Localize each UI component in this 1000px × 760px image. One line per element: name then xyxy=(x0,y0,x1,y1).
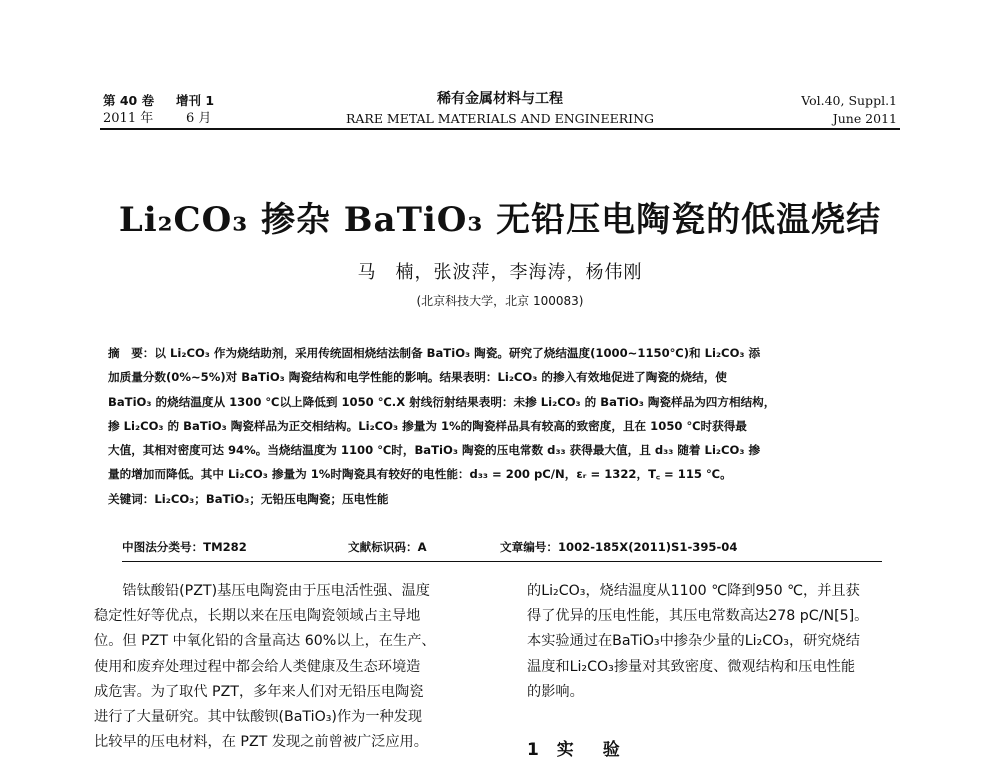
body-line: 比较早的压电材料，在 PZT 发现之前曾被广泛应用。 xyxy=(94,734,428,751)
keywords: 关键词：Li₂CO₃；BaTiO₃；无铅压电陶瓷；压电性能 xyxy=(108,491,389,506)
journal-title-cn: 稀有金属材料与工程 xyxy=(437,91,563,107)
article-title: Li₂CO₃ 掺杂 BaTiO₃ 无铅压电陶瓷的低温烧结 xyxy=(118,200,882,240)
supplement-label: 增刊 1 xyxy=(176,93,215,108)
body-line: 温度和Li₂CO₃掺量对其致密度、微观结构和压电性能 xyxy=(527,658,856,675)
document-code: 文献标识码：A xyxy=(348,540,427,554)
affiliation: (北京科技大学，北京 100083) xyxy=(416,294,584,308)
journal-title-en: RARE METAL MATERIALS AND ENGINEERING xyxy=(345,111,655,126)
date-en: June 2011 xyxy=(832,111,897,126)
volume-en: Vol.40, Suppl.1 xyxy=(801,93,897,108)
authors: 马 楠，张波萍，李海涛，杨伟刚 xyxy=(357,262,643,283)
abstract-line: 大值，其相对密度可达 94%。当烧结温度为 1100 ℃时，BaTiO₃ 陶瓷的压电常数 d₃₃ 获得最大值，且 d₃₃ 随着 Li₂CO₃ 掺 xyxy=(108,443,761,458)
month-label: 6 月 xyxy=(186,111,212,126)
body-line: 的Li₂CO₃，烧结温度从1100 ℃降到950 ℃，并且获 xyxy=(527,583,860,599)
abstract xyxy=(108,341,898,511)
body-line: 得了优异的压电性能，其压电常数高达278 pC/N[5]。 xyxy=(527,608,869,625)
abstract-line: 掺 Li₂CO₃ 的 BaTiO₃ 陶瓷样品为正交相结构。Li₂CO₃ 掺量为 1%的陶瓷样品具有较高的致密度，且在 1050 ℃时获得最 xyxy=(108,418,747,433)
section-heading: 1 实 验 xyxy=(527,740,626,760)
abstract-line: 加质量分数(0%~5%)对 BaTiO₃ 陶瓷结构和电学性能的影响。结果表明：Li₂CO₃ 的掺入有效地促进了陶瓷的烧结，使 xyxy=(108,370,727,385)
abstract-line: BaTiO₃ 的烧结温度从 1300 ℃以上降低到 1050 ℃.X 射线衍射结果表明：未掺 Li₂CO₃ 的 BaTiO₃ 陶瓷样品为四方相结构， xyxy=(108,394,776,409)
article-number: 文章编号：1002-185X(2011)S1-395-04 xyxy=(500,540,738,554)
body-line: 使用和废弃处理过程中都会给人类健康及生态环境造 xyxy=(94,658,421,675)
abstract-line: 摘 要：以 Li₂CO₃ 作为烧结助剂，采用传统固相烧结法制备 BaTiO₃ 陶瓷。研究了烧结温度(1000~1150℃)和 Li₂CO₃ 添 xyxy=(108,346,761,360)
right-column xyxy=(527,579,947,705)
body-line: 稳定性好等优点，长期以来在压电陶瓷领域占主导地 xyxy=(94,608,421,625)
body-line: 锆钛酸铅(PZT)基压电陶瓷由于压电活性强、温度 xyxy=(94,583,430,599)
year-label: 2011 年 xyxy=(103,111,154,126)
body-line: 位。但 PZT 中氧化铅的含量高达 60%以上，在生产、 xyxy=(94,633,436,650)
header-rule xyxy=(100,128,900,130)
abstract-line: 量的增加而降低。其中 Li₂CO₃ 掺量为 1%时陶瓷具有较好的电性能：d₃₃ = 200 pC/N，εᵣ = 1322，T꜀ = 115 ℃。 xyxy=(108,467,732,482)
abstract-rule xyxy=(122,561,882,562)
left-column xyxy=(94,579,514,755)
body-line: 进行了大量研究。其中钛酸钡(BaTiO₃)作为一种发现 xyxy=(94,709,423,726)
volume-label: 第 40 卷 xyxy=(103,93,155,108)
clc-number: 中图法分类号：TM282 xyxy=(122,540,247,554)
body-line: 的影响。 xyxy=(527,683,584,700)
body-line: 成危害。为了取代 PZT，多年来人们对无铅压电陶瓷 xyxy=(94,683,424,700)
body-line: 本实验通过在BaTiO₃中掺杂少量的Li₂CO₃，研究烧结 xyxy=(527,633,860,650)
